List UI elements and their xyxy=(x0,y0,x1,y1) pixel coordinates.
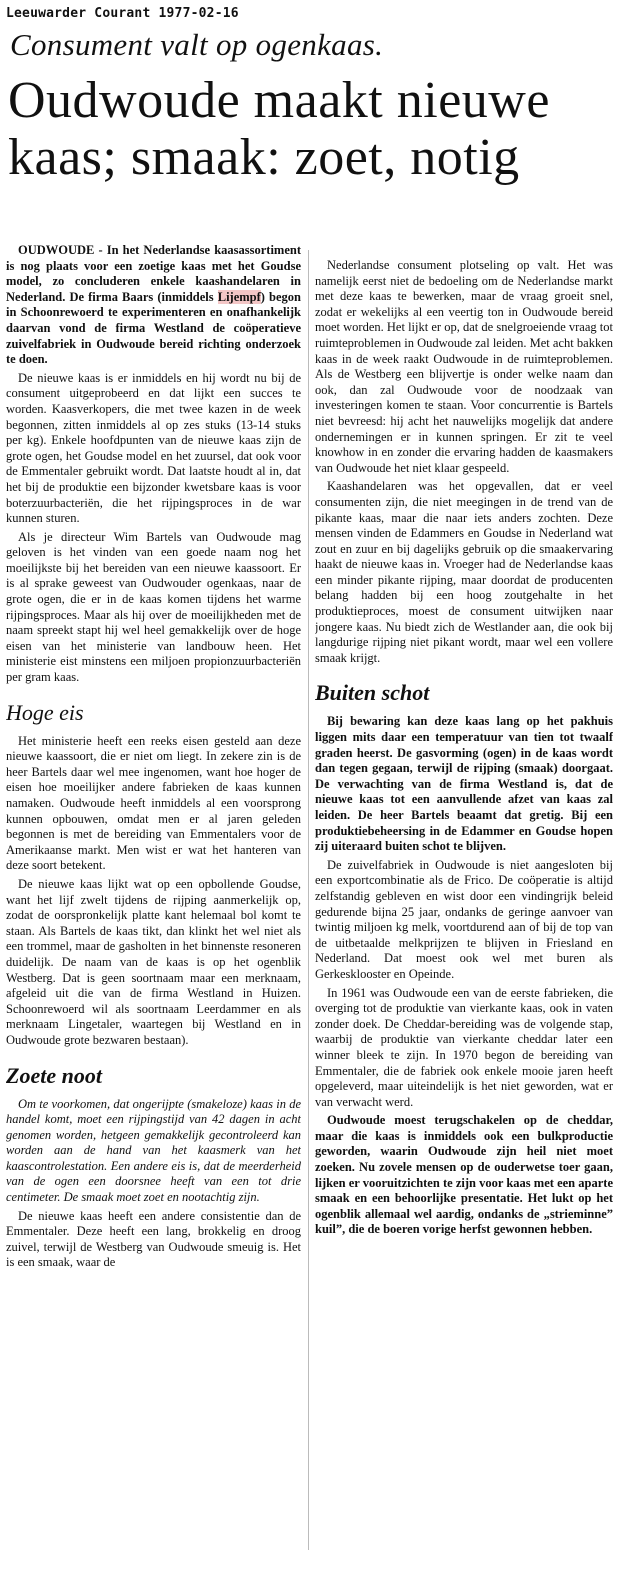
body-paragraph: De nieuwe kaas heeft een andere consistentie dan de Emmentaler. Deze heeft een lang, brokkelig en droog zuivel, terwijl de Westberg van Oudwoude smeuig is. Het is een smaak, waar de xyxy=(6,1208,301,1270)
left-column xyxy=(6,243,301,1558)
body-paragraph: Als je directeur Wim Bartels van Oudwoude mag geloven is het vinden van een goede naam nog het moeilijkste bij het bereiden van een nieuwe kaassoort. Er is al sprake geweest van Oudwouder ogenkaas, naar de grote ogen, die er in de kaas komen tijdens het warme rijpingsproces. Maar als hij over de moeilijkheden met de naam spreekt stapt hij wel heel gemakkelijk over de hoge eisen van het ministerie van landbouw heen. Het ministerie eist minstens een miljoen propionzuurbacteriën per gram kaas. xyxy=(6,529,301,685)
body-paragraph-bold: Oudwoude moest terugschakelen op de cheddar, maar die kaas is inmiddels ook een bulkproductie geworden, waarin Oudwoude zijn heil niet moet zoeken. Nu zovele mensen op de ouderwetse toer gaan, lijken er vooruitzichten te zijn voor kaas met een aparte smaak en een behoorlijke presentatie. Het lukt op het ogenblik allemaal wel aardig, ondanks de „strieminne” kuil”, die de boeren vorige herfst gewonnen hebben. xyxy=(315,1113,613,1237)
right-column xyxy=(315,258,613,1573)
body-paragraph: Het ministerie heeft een reeks eisen gesteld aan deze nieuwe kaassoort, die er niet om liegt. In zekere zin is de heer Bartels daar wel mee ingenomen, want hoe hoger de eisen hoe moeilijker andere fabrieken de kaas kunnen namaken. Oudwoude heeft inmiddels al een voorsprong kunnen opbouwen, omdat men er al jaren geleden begonnen is met de bereiding van Emmentalers voor de Amerikaanse markt. Men wist er wat het hanteren van deze soort betekent. xyxy=(6,733,301,873)
highlighted-word: Lijempf xyxy=(217,289,261,304)
body-paragraph: In 1961 was Oudwoude een van de eerste fabrieken, die overging tot de produktie van vierkante kaas, ook in vaten zonder doek. De Cheddar-bereiding was de volgende stap, waarbij de produktie van vierkante cheddar later een winner bleek te zijn. In 1970 begon de bereiding van Emmentaler, die de fabriek ook enkele mooie jaren heeft opgeleverd, maar uiteindelijk is het niet geworden, wat er van verwacht werd. xyxy=(315,985,613,1109)
kicker: Consument valt op ogenkaas. xyxy=(10,27,384,62)
headline: Oudwoude maakt nieuwe kaas; smaak: zoet, notig xyxy=(8,72,550,186)
column-divider xyxy=(308,250,309,1550)
body-paragraph-bold: Bij bewaring kan deze kaas lang op het pakhuis liggen mits daar een temperatuur van tien tot twaalf graden heerst. De gasvorming (ogen) in de kaas wordt dan tegen gegaan, terwijl de rijping (smaak) doorgaat. De verwachting van de firma Westland is, dat de nieuwe kaas tot een aanvullende afzet van kaas zal leiden. De heer Bartels beaamt dat gretig. Bij een produktiebeheersing in de Edammer en Goudse hopen zij uiteraard buiten schot te blijven. xyxy=(315,714,613,854)
subheading-buiten-schot: Buiten schot xyxy=(315,680,430,706)
lead-text-b: ) begon in Schoonrewoerd te experimenteren en onafhankelijk daarvan vond de firma Westland de coöperatieve zuivelfabriek in Oudwoude bereid richting onderzoek te doen. xyxy=(6,289,301,367)
body-paragraph: De nieuwe kaas lijkt wat op een opbollende Goudse, want het lijf zwelt tijdens de rijping aanmerkelijk op, zodat de oorspronkelijk platte kant helemaal bol komt te staan. Als Bartels de kaas tikt, dan klinkt het wel niet als een trommel, maar de gasholten in het binnenste resoneren duidelijk. De naam van de kaas is op het ogenblik Westberg. Dat is geen soortnaam maar een merknaam, afgeleid uit die van de firma Westland in Huizen. Schoonrewoerd wil als soortnaam Leerdammer en als merknaam Lingetaler, waartegen bij Westland en in Oudwoude grote bezwaren bestaan). xyxy=(6,876,301,1047)
subheading-zoete-noot: Zoete noot xyxy=(6,1062,102,1088)
body-paragraph: Kaashandelaren was het opgevallen, dat er veel consumenten zijn, die niet meegingen in de trend van de pikante kaas, maar die naar iets anders zochten. Deze mensen vinden de Edammers en Goudse in Nederland wat zout en zuur en bij dagelijks gebruik op die smaakervaring haakt de nieuwe kaas in. Vroeger had de Nederlandse kaas een minder pikante rijping, maar doordat de producenten belang hadden bij een hoog zoutgehalte in het produktieproces, moest de consument uitwijken naar jongere kaas. Nu biedt zich de Westlander aan, die ook bij langdurige rijping niet pikant wordt, maar wel een vollere smaak krijgt. xyxy=(315,479,613,665)
subheading-hoge-eis: Hoge eis xyxy=(6,699,84,725)
source-line: Leeuwarder Courant 1977-02-16 xyxy=(6,6,239,21)
lead-text-a: OUDWOUDE - In het Nederlandse kaasassortiment is nog plaats voor een zoetige kaas met het Goudse model, zo concluderen enkele kaashandelaren in Nederland. De firma Baars (inmiddels xyxy=(6,243,301,304)
body-paragraph: Nederlandse consument plotseling op valt. Het was namelijk eerst niet de bedoeling om de Nederlandse markt met deze kaas te bewerken, maar de vraag groeit snel, zodat er wekelijks al een veertig ton in Oudwoude bereid moet worden. Het lijkt er op, dat de snelgroeiende vraag tot ruimteproblemen in Oudwoude zal leiden. Met acht bakken kaas in de week raakt Oudwoude in de ruimteproblemen. Als de Westberg een blijvertje is onder welke naam dan ook, dan zal Oudwoude voor de noodzaak van investeringen komen te staan. Voor concurrentie is Bartels niet bevreesd: hij acht het nauwelijks mogelijk dat andere ondernemingen er in kunnen springen. Er zit te veel knowhow in en zonder die ervaring hadden de kaasmakers van Oudwoude het niet klaar gespeeld. xyxy=(315,258,613,475)
lead-paragraph xyxy=(6,243,301,368)
body-paragraph: De zuivelfabriek in Oudwoude is niet aangesloten bij een exportcombinatie als de Frico. De coöperatie is altijd zelfstandig gebleven en wist door een vindingrijk beleid gedurende bijna 25 jaar, ondanks de geringe aanvoer van twintig miljoen kg melk, voortdurend aan of bij de top van de uitbetaalde melkprijzen te blijven in Friesland en Nederland. Dat moest ook wel met buren als Gerkesklooster en Opeinde. xyxy=(315,857,613,981)
body-paragraph-italic: Om te voorkomen, dat ongerijpte (smakeloze) kaas in de handel komt, moet een rijpingstijd van 42 dagen in acht genomen worden, hetgeen gemakkelijk gecontroleerd kan worden aan de hand van het kaasmerk van het kaascontrolestation. Een andere eis is, dat de meerderheid van de ogen een doorsnee heeft van een tot drie centimeter. De smaak moet zoet en nootachtig zijn. xyxy=(6,1096,301,1205)
body-paragraph: De nieuwe kaas is er inmiddels en hij wordt nu bij de consument uitgeprobeerd en dat lijkt een succes te worden. Kaasverkopers, die met twee kazen in de week begonnen, zitten inmiddels al op zes stuks (13-14 stuks per kg). Enkele hoofdpunten van de nieuwe kaas zijn de grote ogen, het Goudse model en het zuursel, dat ook voor de Emmentaler gebruikt wordt. Dat laatste houdt al in, dat het bij de produktie een bijzonder kwetsbare kaas is voor boterzuurbacteriën, die het rijpingsproces in de war kunnen sturen. xyxy=(6,370,301,526)
